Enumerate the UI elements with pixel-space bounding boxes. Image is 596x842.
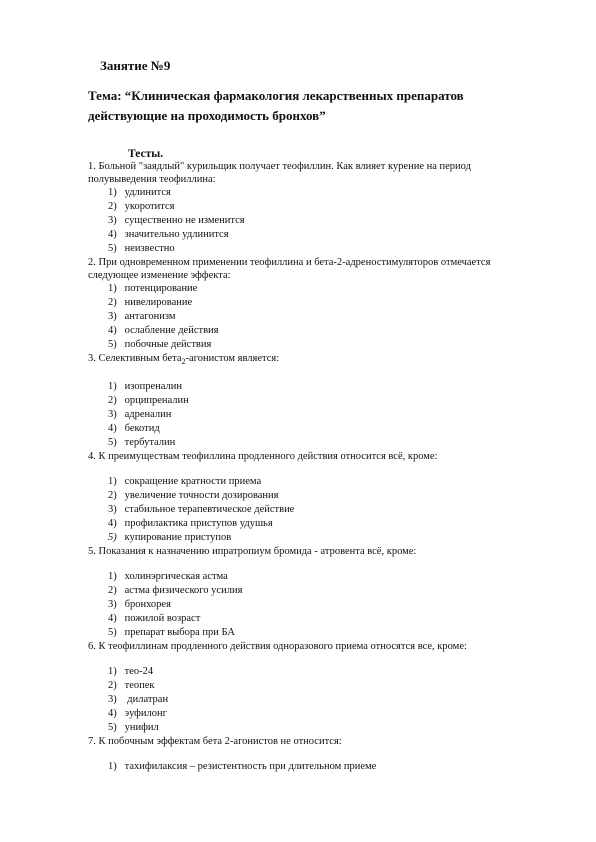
option-text: существенно не изменится (124, 215, 245, 226)
question-text-suffix: -агонистом является: (185, 353, 280, 364)
option-text: антагонизм (124, 311, 176, 322)
option-number: 3) (108, 409, 117, 421)
answer-options (88, 380, 558, 450)
option-text: тербуталин (124, 437, 176, 449)
topic-line-1: Тема: “Клиническая фармакология лекарственных препаратов (88, 88, 464, 103)
option-number: 2) (108, 395, 117, 407)
question-text: 5. Показания к назначению ипратропиум бромида - атровента всё, кроме: (88, 546, 417, 558)
option-number: 1) (108, 187, 117, 198)
question-6 (88, 640, 558, 735)
option-text: эуфилонг (124, 708, 167, 720)
spacer (88, 748, 558, 760)
answer-option (108, 242, 558, 256)
answer-option (108, 760, 558, 774)
answer-option (108, 408, 558, 422)
option-text: купирование приступов (124, 532, 232, 544)
option-text: нивелирование (124, 297, 193, 308)
option-number: 2) (108, 201, 117, 212)
option-text: значительно удлинится (124, 229, 229, 240)
topic-line-2: действующие на проходимость бронхов” (88, 108, 326, 123)
option-number: 5) (108, 243, 117, 254)
answer-options (88, 475, 558, 545)
option-number: 5) (108, 339, 117, 350)
answer-option (108, 282, 558, 296)
answer-option (108, 489, 558, 503)
option-text: увеличение точности дозирования (124, 490, 279, 502)
option-text: пожилой возраст (124, 613, 201, 625)
answer-options (88, 760, 558, 774)
question-text: 7. К побочным эффектам бета 2-агонистов не относится: (88, 736, 342, 748)
question-4 (88, 450, 558, 545)
option-text: орципреналин (124, 395, 189, 407)
answer-option (108, 436, 558, 450)
answer-option (108, 531, 558, 545)
option-text: адреналин (124, 409, 172, 421)
option-text: удлинится (124, 187, 171, 198)
option-number: 5) (108, 627, 117, 639)
question-text: 4. К преимуществам теофиллина продленного действия относится всё, кроме: (88, 451, 438, 463)
option-text: изопреналин (124, 381, 182, 393)
option-number: 1) (108, 476, 117, 488)
option-number: 2) (108, 297, 117, 308)
answer-option (108, 679, 558, 693)
option-number: 5) (108, 437, 117, 449)
option-number: 3) (108, 694, 117, 706)
answer-option (108, 422, 558, 436)
question-text: 6. К теофиллинам продленного действия одноразового приема относятся все, кроме: (88, 641, 467, 653)
option-text: дилатран (124, 694, 169, 706)
option-number: 1) (108, 283, 117, 294)
answer-option (108, 721, 558, 735)
tests-heading: Тесты. (128, 148, 164, 160)
option-text: ослабление действия (124, 325, 219, 336)
answer-option (108, 228, 558, 242)
option-number: 1) (108, 571, 117, 583)
option-text: стабильное терапевтическое действие (124, 504, 295, 516)
option-text: препарат выбора при БА (124, 627, 236, 639)
answer-option (108, 517, 558, 531)
question-text-subscript: 2 (181, 357, 186, 367)
option-number: 2) (108, 680, 117, 692)
option-number: 3) (108, 311, 117, 322)
option-number: 4) (108, 518, 117, 530)
option-text: побочные действия (124, 339, 212, 350)
answer-option (108, 598, 558, 612)
answer-option (108, 338, 558, 352)
option-number: 4) (108, 708, 117, 720)
option-number: 5) (108, 532, 117, 544)
option-text: унифил (124, 722, 159, 734)
answer-options (88, 186, 558, 256)
question-text-prefix: 3. Селективным бета (88, 353, 182, 364)
question-5 (88, 545, 558, 640)
answer-option (108, 214, 558, 228)
spacer (88, 653, 558, 665)
question-1 (88, 160, 558, 256)
option-number: 1) (108, 666, 117, 678)
option-text: тахифилаксия – резистентность при длительном приеме (124, 761, 377, 773)
question-text-continued: полувыведения теофиллина: (88, 174, 216, 185)
option-text: неизвестно (124, 243, 175, 254)
lesson-title: Занятие №9 (100, 58, 171, 73)
option-text: укоротится (124, 201, 175, 212)
answer-option (108, 200, 558, 214)
option-text: теопек (124, 680, 155, 692)
option-number: 4) (108, 423, 117, 435)
option-text: потенцирование (124, 283, 198, 294)
option-text: сокращение кратности приема (124, 476, 262, 488)
option-text: астма физического усилия (124, 585, 243, 597)
spacer (88, 463, 558, 475)
option-number: 4) (108, 325, 117, 336)
question-7 (88, 735, 558, 774)
option-number: 1) (108, 381, 117, 393)
answer-option (108, 693, 558, 707)
answer-option (108, 394, 558, 408)
answer-option (108, 612, 558, 626)
option-number: 2) (108, 490, 117, 502)
answer-option (108, 310, 558, 324)
answer-options (88, 282, 558, 352)
answer-options (88, 570, 558, 640)
option-number: 3) (108, 215, 117, 226)
answer-option (108, 380, 558, 394)
answer-option (108, 503, 558, 517)
questions-list (88, 160, 558, 774)
answer-option (108, 707, 558, 721)
question-2 (88, 256, 558, 352)
option-number: 1) (108, 761, 117, 773)
option-number: 4) (108, 613, 117, 625)
option-number: 2) (108, 585, 117, 597)
spacer (88, 368, 558, 380)
question-text: 1. Больной "заядлый" курильщик получает теофиллин. Как влияет курение на период (88, 161, 471, 172)
question-text: 2. При одновременном применении теофиллина и бета-2-адреностимуляторов отмечается (88, 257, 491, 268)
option-text: тео-24 (124, 666, 154, 678)
option-number: 3) (108, 599, 117, 611)
option-number: 4) (108, 229, 117, 240)
question-text (88, 352, 558, 368)
answer-option (108, 475, 558, 489)
option-text: бронхорея (124, 599, 171, 611)
answer-option (108, 584, 558, 598)
answer-option (108, 324, 558, 338)
option-number: 5) (108, 722, 117, 734)
option-text: профилактика приступов удушья (124, 518, 273, 530)
option-text: бекотид (124, 423, 160, 435)
option-number: 3) (108, 504, 117, 516)
answer-option (108, 296, 558, 310)
topic-heading (88, 86, 558, 126)
spacer (88, 558, 558, 570)
answer-option (108, 665, 558, 679)
question-3 (88, 352, 558, 450)
question-text-continued: следующее изменение эффекта: (88, 270, 231, 281)
answer-option (108, 626, 558, 640)
answer-option (108, 570, 558, 584)
option-text: холинэргическая астма (124, 571, 228, 583)
answer-options (88, 665, 558, 735)
answer-option (108, 186, 558, 200)
